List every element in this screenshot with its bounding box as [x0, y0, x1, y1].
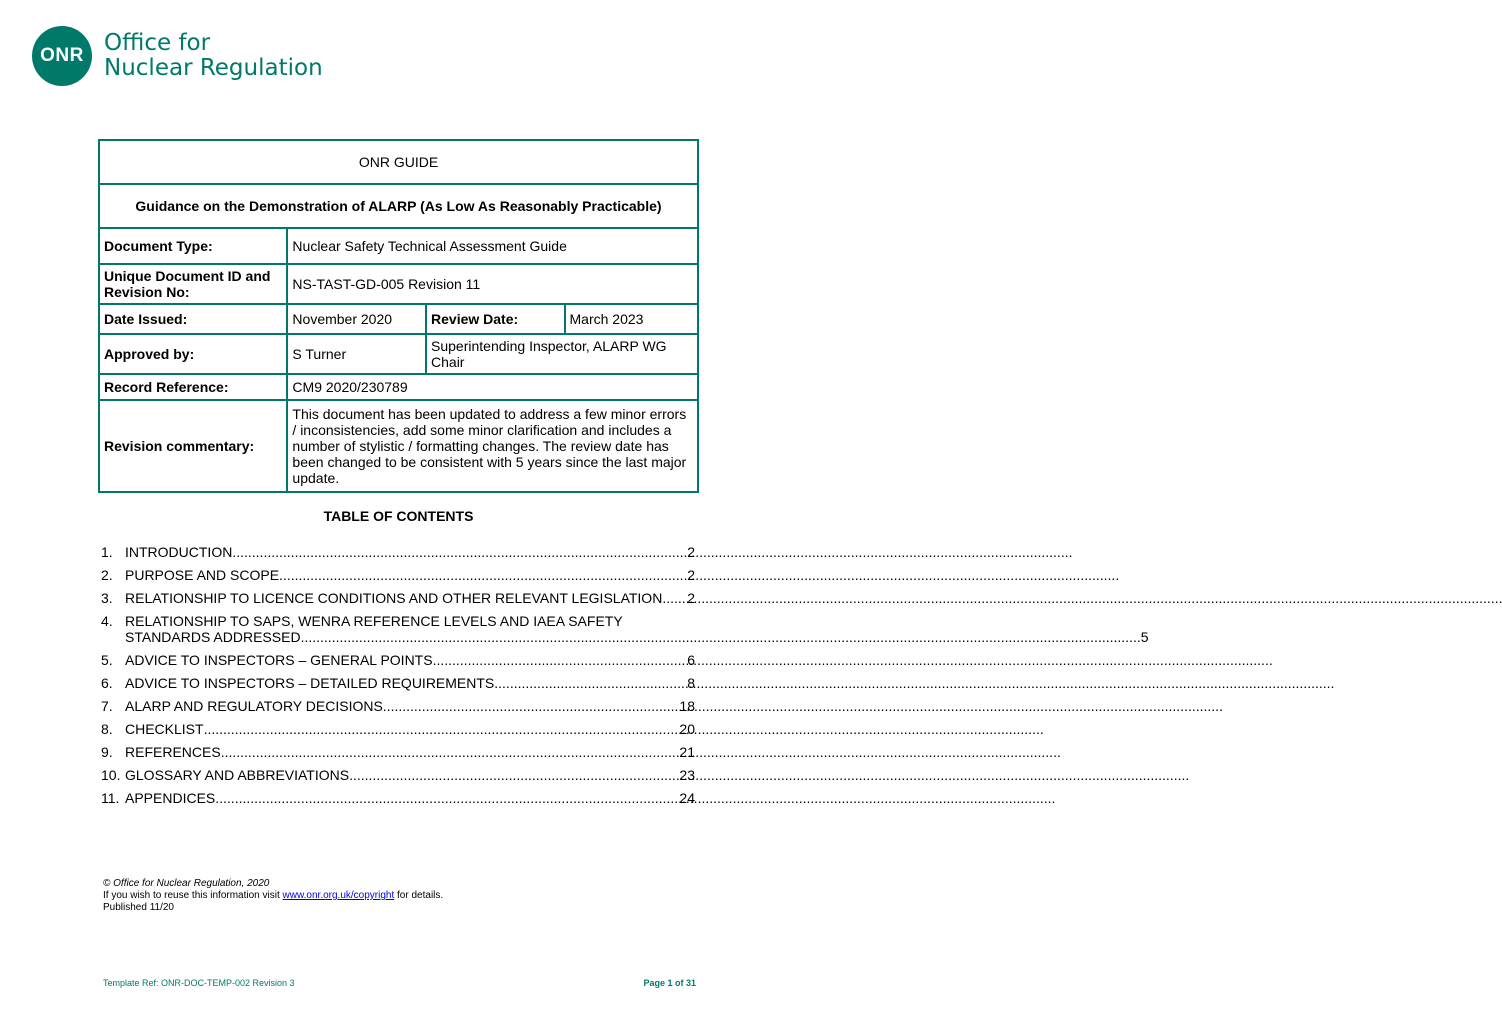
toc-text: GLOSSARY AND ABBREVIATIONS: [125, 767, 350, 783]
toc-number: 5.: [101, 652, 113, 668]
toc-page: 2: [687, 590, 695, 606]
toc-number: 9.: [101, 744, 113, 760]
review-date-label: Review Date:: [426, 304, 564, 334]
toc-text: CHECKLIST: [125, 721, 204, 737]
toc-leader: [383, 698, 680, 714]
toc-page: 2: [687, 544, 695, 560]
onr-logo: [32, 26, 323, 86]
toc-page: 8: [687, 675, 695, 691]
approved-by-value: S Turner: [287, 334, 426, 374]
logo-line-1: Office for: [104, 30, 211, 56]
toc-entry[interactable]: [101, 691, 695, 714]
copyright-line: © Office for Nuclear Regulation, 2020: [103, 878, 270, 889]
record-ref-value: CM9 2020/230789: [287, 374, 698, 400]
toc-leader: [433, 652, 688, 668]
toc-page: 21: [679, 744, 695, 760]
reuse-line: [103, 890, 443, 902]
toc-number: 4.: [101, 613, 113, 629]
toc-text: RELATIONSHIP TO LICENCE CONDITIONS AND OTHER RELEVANT LEGISLATION: [125, 590, 663, 606]
toc-number: 1.: [101, 544, 113, 560]
copyright-link[interactable]: www.onr.org.uk/copyright: [282, 890, 395, 901]
toc-entry[interactable]: [101, 668, 695, 691]
toc-number: 8.: [101, 721, 113, 737]
document-info-table: [98, 139, 699, 493]
toc-text-line-2: STANDARDS ADDRESSED: [125, 629, 301, 645]
guide-header: ONR GUIDE: [99, 140, 698, 184]
date-issued-value: November 2020: [287, 304, 426, 334]
toc-text: REFERENCES: [125, 744, 221, 760]
toc-page: 2: [687, 567, 695, 583]
toc-leader: [662, 590, 687, 606]
toc-entry[interactable]: [101, 783, 695, 806]
reuse-prefix: If you wish to reuse this information visit: [103, 890, 283, 901]
toc-page: 23: [679, 767, 695, 783]
toc-entry[interactable]: [101, 560, 695, 583]
toc-page: 5: [1140, 629, 1149, 645]
toc-text: ADVICE TO INSPECTORS – DETAILED REQUIREMENTS: [125, 675, 495, 691]
toc-text: PURPOSE AND SCOPE: [125, 567, 280, 583]
approver-role: Superintending Inspector, ALARP WG Chair: [426, 334, 698, 374]
revision-commentary-label: Revision commentary:: [99, 400, 287, 492]
onr-logo-icon: ONR: [32, 26, 92, 86]
template-ref: Template Ref: ONR-DOC-TEMP-002 Revision 3: [103, 978, 295, 988]
toc-entry[interactable]: [101, 760, 695, 783]
approved-by-label: Approved by:: [99, 334, 287, 374]
published-line: Published 11/20: [103, 902, 174, 913]
toc-page: 18: [679, 698, 695, 714]
logo-line-2: Nuclear Regulation: [104, 55, 323, 81]
toc-leader: [232, 544, 687, 560]
toc-text: INTRODUCTION: [125, 544, 233, 560]
toc-leader: [349, 767, 679, 783]
toc-entry[interactable]: [101, 714, 695, 737]
toc-leader: [301, 629, 1141, 645]
toc-entry[interactable]: [101, 583, 695, 606]
toc-number: 6.: [101, 675, 113, 691]
toc-leader: [494, 675, 687, 691]
toc-entry[interactable]: [101, 737, 695, 760]
doc-id-value: NS-TAST-GD-005 Revision 11: [287, 264, 698, 304]
guide-title: Guidance on the Demonstration of ALARP (As Low As Reasonably Practicable): [99, 184, 698, 228]
toc-entry[interactable]: [101, 645, 695, 668]
record-ref-label: Record Reference:: [99, 374, 287, 400]
toc-text: ALARP AND REGULATORY DECISIONS: [125, 698, 383, 714]
toc-leader: [221, 744, 680, 760]
revision-commentary-value: This document has been updated to address a few minor errors / inconsistencies, add some minor clarification and includes a number of stylistic / formatting changes. The review date has been changed to be consistent with 5 years since the last major update.: [287, 400, 698, 492]
doc-type-label: Document Type:: [99, 228, 287, 264]
review-date-value: March 2023: [565, 304, 699, 334]
page-number: Page 1 of 31: [643, 978, 696, 988]
table-of-contents: [101, 537, 1149, 806]
toc-page: 6: [687, 652, 695, 668]
toc-number: 2.: [101, 567, 113, 583]
doc-type-value: Nuclear Safety Technical Assessment Guide: [287, 228, 698, 264]
toc-number: 7.: [101, 698, 113, 714]
copyright-notice: [103, 878, 443, 914]
logo-wordmark: [104, 31, 323, 81]
toc-text: ADVICE TO INSPECTORS – GENERAL POINTS: [125, 652, 433, 668]
toc-leader: [279, 567, 687, 583]
toc-entry[interactable]: [101, 606, 1149, 645]
toc-title: TABLE OF CONTENTS: [323, 508, 474, 524]
doc-id-label: Unique Document ID and Revision No:: [99, 264, 287, 304]
toc-number: 3.: [101, 590, 113, 606]
toc-number: 11.: [101, 790, 120, 806]
toc-page: 24: [679, 790, 695, 806]
toc-leader: [215, 790, 679, 806]
toc-text-line-1: RELATIONSHIP TO SAPS, WENRA REFERENCE LEVELS AND IAEA SAFETY: [125, 613, 623, 629]
toc-leader: [204, 721, 680, 737]
toc-entry[interactable]: [101, 537, 695, 560]
toc-number: 10.: [101, 767, 121, 783]
date-issued-label: Date Issued:: [99, 304, 287, 334]
reuse-suffix: for details.: [394, 890, 444, 901]
toc-text: APPENDICES: [125, 790, 216, 806]
toc-page: 20: [679, 721, 695, 737]
